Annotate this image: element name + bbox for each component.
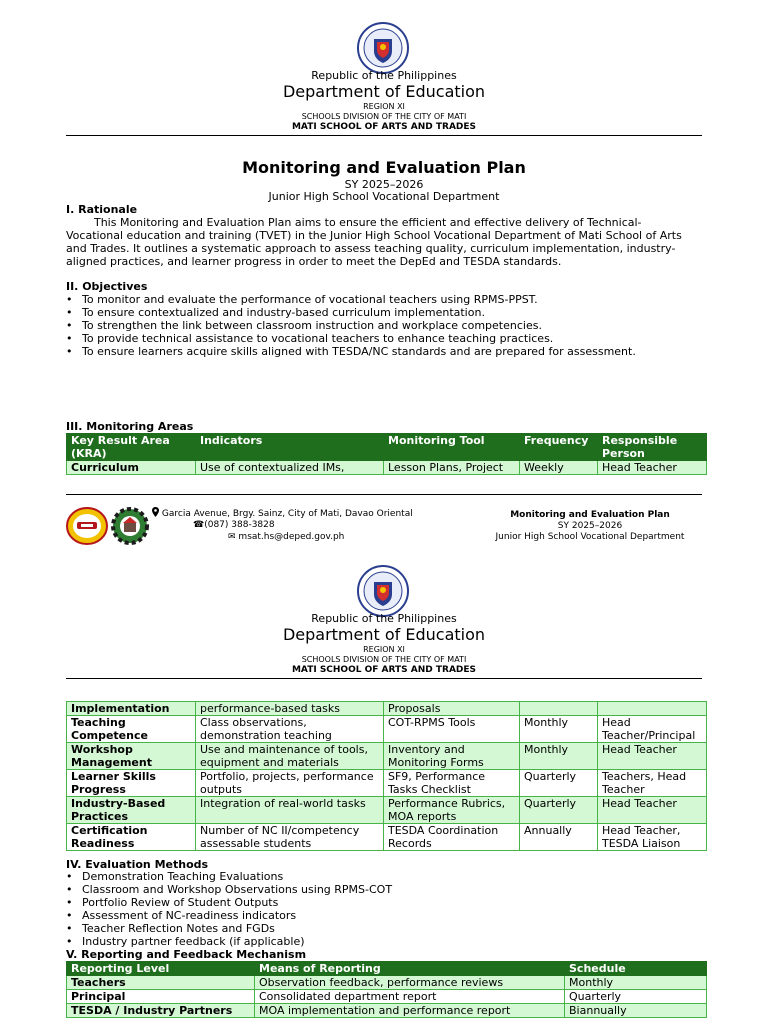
region-text: REGION XI (363, 102, 405, 111)
column-header: Key Result Area (KRA) (67, 434, 196, 461)
list-item: • Demonstration Teaching Evaluations (66, 870, 392, 883)
table-cell: Head Teacher/Principal (598, 716, 707, 743)
column-header: Frequency (520, 434, 598, 461)
table-cell: Teachers (67, 976, 255, 990)
email-link[interactable]: msat.hs@deped.gov.ph (238, 532, 345, 542)
table-cell: Lesson Plans, Project (384, 461, 520, 475)
table-cell: Consolidated department report (255, 990, 565, 1004)
table-cell: Integration of real-world tasks (196, 797, 384, 824)
table-cell: Learner Skills Progress (67, 770, 196, 797)
table-cell: Monthly (520, 716, 598, 743)
table-cell: MOA implementation and performance report (255, 1004, 565, 1018)
list-item: • To ensure learners acquire skills aligned with TESDA/NC standards and are prepared for assessment. (66, 345, 636, 358)
column-header: Schedule (565, 962, 707, 976)
table-row (67, 716, 707, 743)
header-divider (66, 135, 702, 136)
list-item: • To monitor and evaluate the performance of vocational teachers using RPMS-PPST. (66, 293, 636, 306)
table-cell: Class observations, demonstration teaching (196, 716, 384, 743)
phone-text: (087) 388-3828 (204, 520, 275, 530)
monitoring-table-continued (66, 701, 707, 851)
table-cell: Biannually (565, 1004, 707, 1018)
footer-title: Monitoring and Evaluation Plan (510, 510, 670, 520)
table-cell: Portfolio, projects, performance outputs (196, 770, 384, 797)
rationale-line: and Trades. It outlines a systematic approach to assess teaching quality, curriculum implementation, industry- (66, 242, 676, 255)
table-cell: Teachers, Head Teacher (598, 770, 707, 797)
table-cell: performance-based tasks (196, 702, 384, 716)
list-item: • Classroom and Workshop Observations using RPMS-COT (66, 883, 392, 896)
region-text: REGION XI (363, 645, 405, 654)
table-cell: Number of NC II/competency assessable students (196, 824, 384, 851)
column-header: Means of Reporting (255, 962, 565, 976)
rationale-paragraph (66, 216, 706, 268)
school-name: MATI SCHOOL OF ARTS AND TRADES (291, 665, 477, 675)
footer-email (228, 532, 344, 542)
table-cell: COT-RPMS Tools (384, 716, 520, 743)
table-cell: Teaching Competence (67, 716, 196, 743)
department-title: Department of Education (282, 82, 486, 101)
mail-icon: ✉ (228, 532, 236, 542)
deped-matatag-logo-icon (66, 507, 108, 545)
footer-address (152, 507, 413, 519)
footer-phone (193, 520, 275, 530)
table-row (67, 1004, 707, 1018)
column-header: Monitoring Tool (384, 434, 520, 461)
table-cell: Monthly (565, 976, 707, 990)
table-header-row (67, 962, 707, 976)
department-title: Department of Education (282, 625, 486, 644)
reporting-heading: V. Reporting and Feedback Mechanism (66, 948, 307, 961)
table-cell: Observation feedback, performance reviews (255, 976, 565, 990)
table-cell: Monthly (520, 743, 598, 770)
rationale-heading: I. Rationale (66, 203, 138, 216)
table-cell: SF9, Performance Tasks Checklist (384, 770, 520, 797)
footer-dept: Junior High School Vocational Department (495, 532, 685, 542)
rationale-line: Vocational education and training (TVET) in the Junior High School Vocational Department of Mati School of Arts (66, 229, 682, 242)
phone-icon: ☎ (193, 520, 205, 530)
republic-text: Republic of the Philippines (311, 69, 457, 82)
table-row (67, 702, 707, 716)
table-cell: TESDA / Industry Partners (67, 1004, 255, 1018)
table-cell: Curriculum (67, 461, 196, 475)
list-item: • To ensure contextualized and industry-based curriculum implementation. (66, 306, 636, 319)
document-title: Monitoring and Evaluation Plan (242, 158, 526, 177)
column-header: Responsible Person (598, 434, 707, 461)
address-text: Garcia Avenue, Brgy. Sainz, City of Mati, Davao Oriental (161, 509, 413, 519)
table-row (67, 976, 707, 990)
evaluation-list (66, 870, 392, 948)
table-cell: Workshop Management (67, 743, 196, 770)
table-row (67, 743, 707, 770)
table-cell (598, 702, 707, 716)
location-pin-icon (152, 509, 159, 519)
table-cell: Use and maintenance of tools, equipment and materials (196, 743, 384, 770)
table-cell: Head Teacher, TESDA Liaison (598, 824, 707, 851)
table-cell: Head Teacher (598, 797, 707, 824)
column-header: Indicators (196, 434, 384, 461)
list-item: • Industry partner feedback (if applicable) (66, 935, 392, 948)
evaluation-heading: IV. Evaluation Methods (66, 858, 209, 871)
table-cell: Annually (520, 824, 598, 851)
footer-divider (66, 494, 702, 495)
table-cell: Performance Rubrics, MOA reports (384, 797, 520, 824)
table-row (67, 990, 707, 1004)
table-row (67, 797, 707, 824)
division-text: SCHOOLS DIVISION OF THE CITY OF MATI (301, 655, 467, 664)
school-year: SY 2025–2026 (344, 178, 424, 191)
monitoring-table (66, 433, 707, 475)
table-cell: Quarterly (520, 797, 598, 824)
objectives-list (66, 293, 636, 358)
table-cell: Head Teacher (598, 743, 707, 770)
column-header: Reporting Level (67, 962, 255, 976)
list-item: • To strengthen the link between classroom instruction and workplace competencies. (66, 319, 636, 332)
table-cell: Quarterly (520, 770, 598, 797)
deped-seal-icon (357, 565, 409, 617)
deped-seal-icon (357, 22, 409, 74)
table-cell: Principal (67, 990, 255, 1004)
monitoring-heading: III. Monitoring Areas (66, 420, 194, 433)
list-item: • Portfolio Review of Student Outputs (66, 896, 392, 909)
table-row (67, 824, 707, 851)
table-header-row (67, 434, 707, 461)
table-cell: Quarterly (565, 990, 707, 1004)
division-text: SCHOOLS DIVISION OF THE CITY OF MATI (301, 112, 467, 121)
table-row (67, 461, 707, 475)
list-item: • To provide technical assistance to vocational teachers to enhance teaching practices. (66, 332, 636, 345)
table-cell: Industry-Based Practices (67, 797, 196, 824)
table-cell: Inventory and Monitoring Forms (384, 743, 520, 770)
school-name: MATI SCHOOL OF ARTS AND TRADES (291, 122, 477, 132)
header-divider (66, 678, 702, 679)
rationale-line: This Monitoring and Evaluation Plan aims to ensure the efficient and effective delivery of Technical- (66, 216, 642, 229)
table-cell: Head Teacher (598, 461, 707, 475)
reporting-table (66, 961, 707, 1018)
objectives-heading: II. Objectives (66, 280, 148, 293)
department-subtitle: Junior High School Vocational Department (268, 190, 500, 203)
republic-text: Republic of the Philippines (311, 612, 457, 625)
rationale-line: aligned practices, and learner progress in order to meet the DepEd and TESDA standards. (66, 255, 562, 268)
list-item: • Assessment of NC-readiness indicators (66, 909, 392, 922)
footer-sy: SY 2025–2026 (557, 521, 623, 531)
table-cell: Certification Readiness (67, 824, 196, 851)
table-cell: Proposals (384, 702, 520, 716)
list-item: • Teacher Reflection Notes and FGDs (66, 922, 392, 935)
table-cell (520, 702, 598, 716)
table-cell: Implementation (67, 702, 196, 716)
table-cell: TESDA Coordination Records (384, 824, 520, 851)
table-cell: Use of contextualized IMs, (196, 461, 384, 475)
footer-document-info (480, 510, 700, 543)
table-cell: Weekly (520, 461, 598, 475)
school-gear-logo-icon (110, 507, 150, 545)
table-row (67, 770, 707, 797)
